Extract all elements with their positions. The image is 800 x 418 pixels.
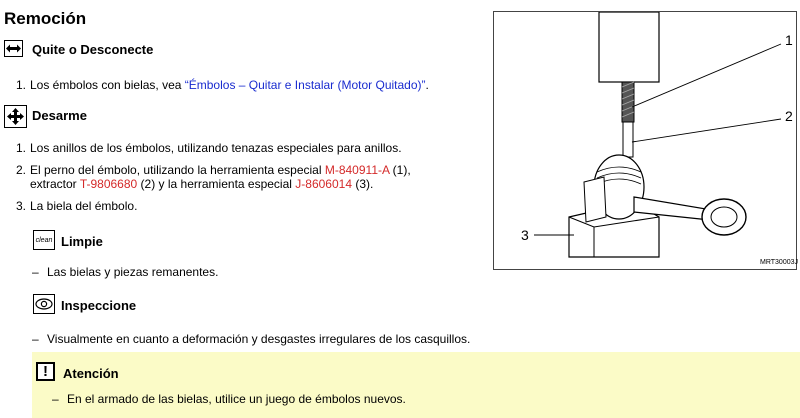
tool-link-j8606014[interactable]: J-8606014 [295, 177, 352, 191]
exclamation-icon: ! [36, 362, 55, 381]
press-cylinder [599, 12, 659, 82]
inspeccione-item: – Visualmente en cuanto a deformación y desgastes irregulares de los casquillos. [32, 332, 471, 346]
section-heading-inspeccione: Inspeccione [61, 298, 137, 313]
tool-link-t9806680[interactable]: T-9806680 [79, 177, 138, 191]
list-item: 3. La biela del émbolo. [16, 199, 138, 213]
section-heading-quite: Quite o Desconecte [32, 42, 154, 57]
figure-label-2: 2 [785, 108, 793, 124]
double-arrow-icon [4, 40, 23, 57]
rod-bore [711, 207, 737, 227]
figure-label-1: 1 [785, 32, 793, 48]
section-heading-limpie: Limpie [61, 234, 103, 249]
attention-box [32, 352, 800, 418]
tool-link-m840911a[interactable]: M-840911-A [324, 163, 390, 177]
section-heading-desarme: Desarme [32, 108, 87, 123]
support-tool [584, 177, 606, 222]
limpie-item: – Las bielas y piezas remanentes. [32, 265, 219, 279]
desarme-list [16, 141, 486, 213]
figure-illustration [494, 12, 799, 269]
pistons-removal-link[interactable]: “Émbolos – Quitar e Instalar (Motor Quitado)” [184, 78, 426, 92]
pin-tool [623, 122, 633, 157]
figure-label-3: 3 [521, 227, 529, 243]
quite-list [16, 78, 496, 92]
page-title: Remoción [4, 9, 87, 28]
clean-icon: clean [33, 230, 55, 250]
list-item: 1. Los anillos de los émbolos, utilizando tenazas especiales para anillos. [16, 141, 402, 155]
four-way-arrow-icon [4, 105, 27, 128]
eye-icon [33, 294, 55, 314]
figure-code: MRT30003J [760, 259, 799, 266]
list-item: 1. Los émbolos con bielas, vea “Émbolos – Quitar e Instalar (Motor Quitado)”. [16, 78, 429, 92]
list-item: 2. El perno del émbolo, utilizando la herramienta especial M-840911-A (1), extractor T-9806680 (2) y la herramienta especial J-8606014 (3). [16, 163, 411, 191]
atencion-item: – En el armado de las bielas, utilice un juego de émbolos nuevos. [52, 392, 406, 406]
section-heading-atencion: Atención [63, 366, 119, 381]
connecting-rod-figure [493, 11, 797, 270]
